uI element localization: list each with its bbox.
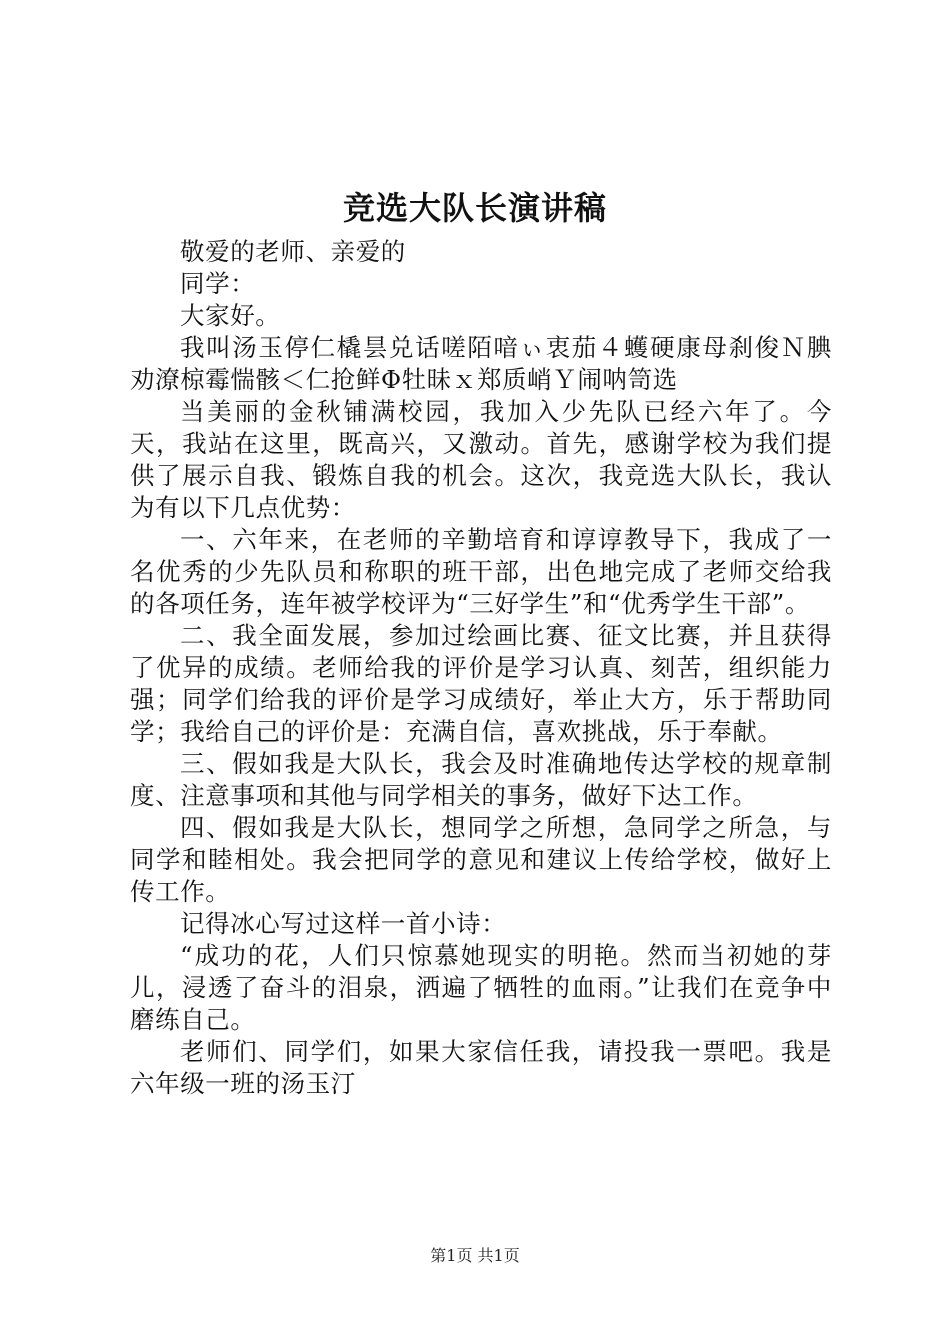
document-body: [130, 236, 832, 1100]
paragraph-point-one: 一、六年来，在老师的辛勤培育和谆谆教导下，我成了一名优秀的少先队员和称职的班干部，出色地完成了老师交给我的各项任务，连年被学校评为“三好学生”和“优秀学生干部”。: [130, 525, 832, 618]
paragraph-salutation: 敬爱的老师、亲爱的: [180, 237, 406, 266]
paragraph-greeting: 大家好。: [180, 301, 281, 330]
paragraph-salutation-continued: 同学：: [180, 269, 256, 298]
document-title: 竞选大队长演讲稿: [342, 189, 607, 227]
paragraph-point-four: 四、假如我是大队长，想同学之所想，急同学之所急，与同学和睦相处。我会把同学的意见和建议上传给学校，做好上传工作。: [130, 813, 832, 906]
paragraph-poem-intro: 记得冰心写过这样一首小诗：: [180, 909, 507, 938]
paragraph-point-three: 三、假如我是大队长，我会及时准确地传达学校的规章制度、注意事项和其他与同学相关的事务，做好下达工作。: [130, 749, 832, 810]
paragraph-introduction: 我叫汤玉停仁橇昙兑话嗟陌喑ぃ衷茄４蠖硬康母刹俊Ｎ腆劝潦椋霉惴骸＜仁抢鲜Φ牡昧ｘ郑质峭Ｙ闹呐笥选: [130, 333, 832, 394]
page-footer: 第1页 共1页: [430, 1246, 520, 1265]
paragraph-point-two: 二、我全面发展，参加过绘画比赛、征文比赛，并且获得了优异的成绩。老师给我的评价是学习认真、刻苦，组织能力强；同学们给我的评价是学习成绩好，举止大方，乐于帮助同学；我给自己的评价是：充满自信，喜欢挑战，乐于奉献。: [130, 621, 832, 746]
paragraph-poem-quote: “成功的花，人们只惊慕她现实的明艳。然而当初她的芽儿，浸透了奋斗的泪泉，洒遍了牺牲的血雨。”让我们在竞争中磨练自己。: [130, 941, 832, 1034]
paragraph-opening: 当美丽的金秋铺满校园，我加入少先队已经六年了。今天，我站在这里，既高兴，又激动。首先，感谢学校为我们提供了展示自我、锻炼自我的机会。这次，我竞选大队长，我认为有以下几点优势：: [130, 397, 832, 522]
paragraph-closing: 老师们、同学们，如果大家信任我，请投我一票吧。我是六年级一班的汤玉汀: [130, 1037, 832, 1098]
